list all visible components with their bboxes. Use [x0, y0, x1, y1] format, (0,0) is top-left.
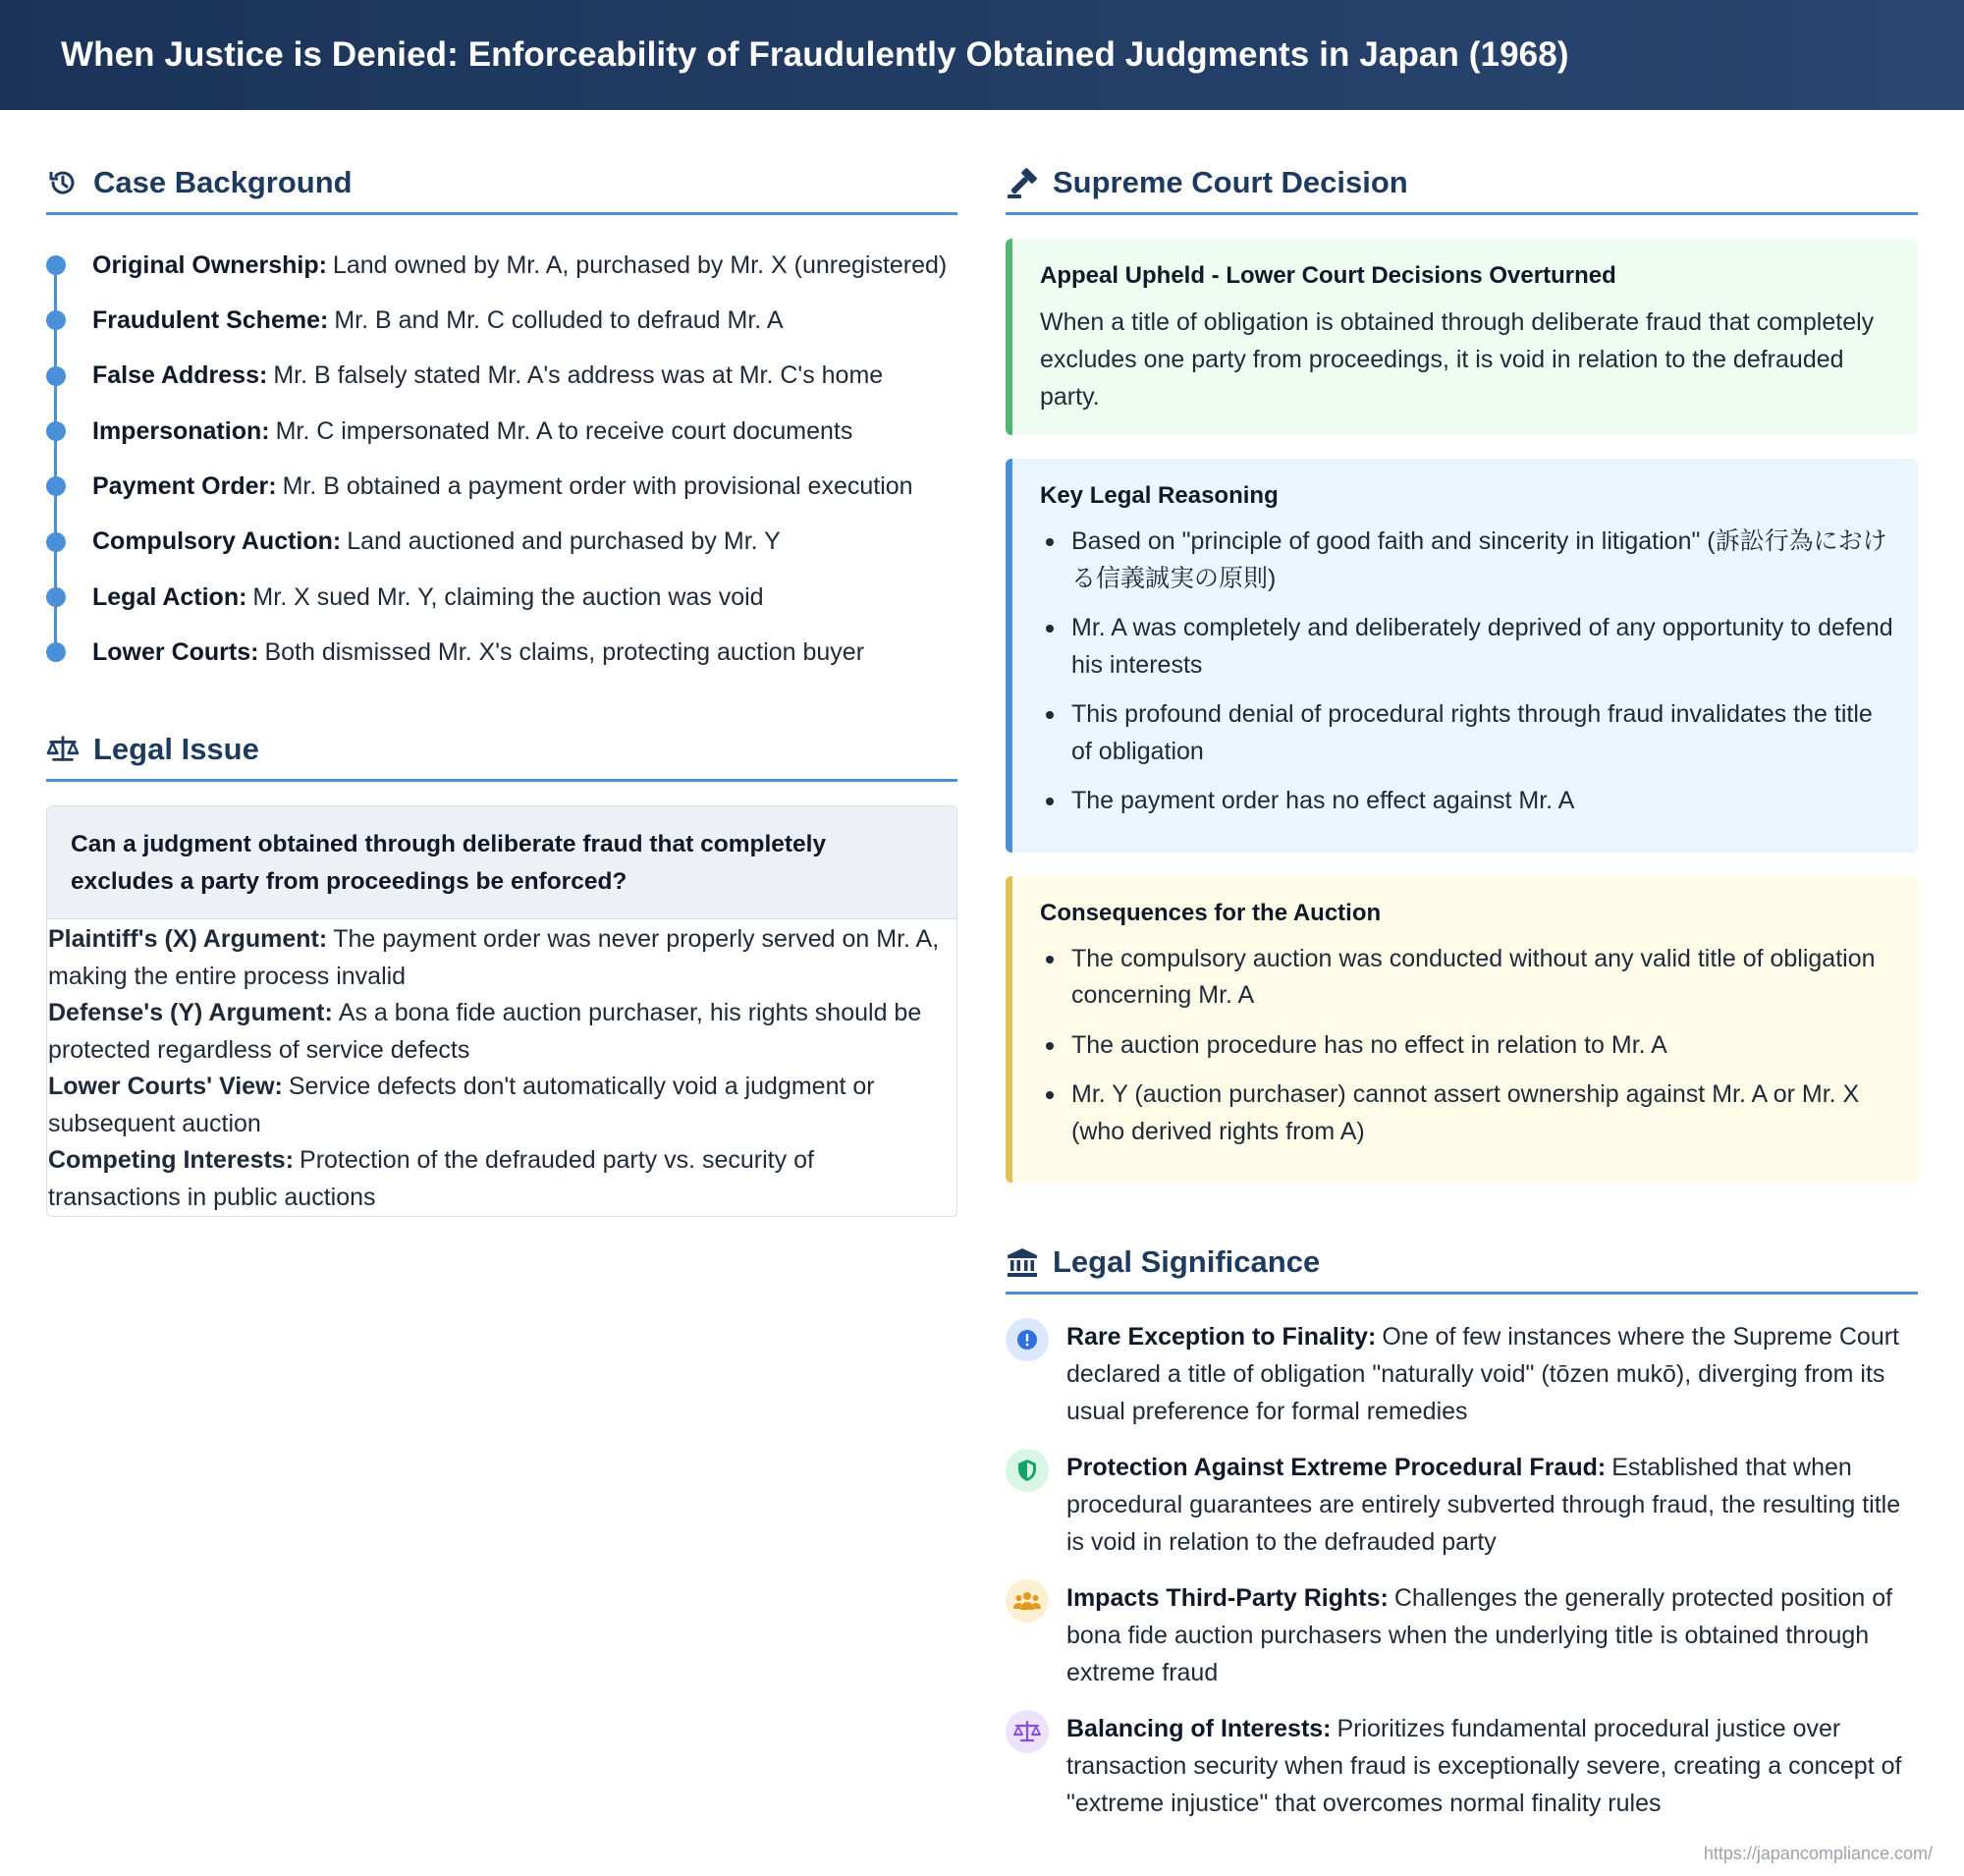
timeline-text: Land owned by Mr. A, purchased by Mr. X (unregistered)	[332, 250, 948, 279]
consequence-item: The compulsory auction was conducted without any valid title of obligation concerning Mr. A	[1040, 941, 1894, 1015]
significance-label: Rare Exception to Finality:	[1066, 1323, 1377, 1351]
timeline-dot	[46, 532, 66, 552]
timeline-label: Lower Courts:	[92, 637, 259, 666]
landmark-icon	[1006, 1245, 1039, 1279]
significance-label: Impacts Third-Party Rights:	[1066, 1584, 1389, 1612]
background-timeline	[46, 238, 957, 680]
argument-label: Lower Courts' View:	[48, 1073, 283, 1101]
argument-item	[48, 1142, 949, 1216]
significance-heading: Legal Significance	[1053, 1243, 1321, 1279]
users-icon	[1006, 1579, 1049, 1623]
reasoning-list	[1040, 524, 1894, 820]
gavel-icon	[1006, 166, 1039, 199]
reasoning-card	[1006, 459, 1918, 853]
reasoning-item: Based on "principle of good faith and sincerity in litigation" (訴訟行為における信義誠実の原則)	[1040, 524, 1894, 597]
argument-text: The payment order was never properly served on Mr. A, making the entire process invalid	[48, 925, 940, 990]
decision-heading: Supreme Court Decision	[1053, 164, 1408, 199]
significance-section	[1006, 1232, 1918, 1822]
timeline-dot	[46, 255, 66, 275]
timeline-item	[92, 570, 957, 625]
timeline-item	[92, 349, 957, 404]
timeline-dot	[46, 366, 66, 386]
reasoning-item: Mr. A was completely and deliberately deprived of any opportunity to defend his interests	[1040, 610, 1894, 684]
consequences-list	[1040, 941, 1894, 1151]
timeline-label: Compulsory Auction:	[92, 527, 342, 556]
significance-list	[1006, 1318, 1918, 1822]
timeline-text: Mr. B obtained a payment order with provisional execution	[282, 472, 913, 501]
significance-header	[1006, 1232, 1918, 1295]
arguments-list	[47, 919, 956, 1216]
significance-label: Protection Against Extreme Procedural Fraud:	[1066, 1454, 1607, 1481]
significance-text: Established that when procedural guarantees are entirely subverted through fraud, the resulting title is void in relation to the defrauded party	[1066, 1454, 1901, 1556]
timeline-dot	[46, 476, 66, 496]
significance-item	[1006, 1710, 1918, 1822]
significance-item	[1006, 1318, 1918, 1430]
timeline-text: Mr. X sued Mr. Y, claiming the auction was void	[252, 582, 764, 611]
scales-icon	[46, 733, 80, 766]
history-icon	[46, 166, 80, 199]
argument-item	[48, 921, 949, 995]
timeline-text: Mr. B falsely stated Mr. A's address was at Mr. C's home	[273, 361, 884, 390]
significance-text: Challenges the generally protected position of bona fide auction purchasers when the underlying title is obtained through extreme fraud	[1066, 1584, 1893, 1686]
right-column	[1006, 152, 1918, 1841]
timeline-item	[92, 293, 957, 348]
reasoning-title: Key Legal Reasoning	[1040, 482, 1279, 509]
legal-question: Can a judgment obtained through deliberate fraud that completely excludes a party from proceedings be enforced?	[47, 806, 956, 919]
timeline-label: Fraudulent Scheme:	[92, 306, 329, 335]
timeline-text: Both dismissed Mr. X's claims, protecting auction buyer	[264, 637, 865, 666]
timeline-label: Legal Action:	[92, 582, 247, 611]
timeline-label: False Address:	[92, 361, 268, 390]
consequence-item: Mr. Y (auction purchaser) cannot assert ownership against Mr. A or Mr. X (who derived rights from A)	[1040, 1076, 1894, 1150]
argument-label: Plaintiff's (X) Argument:	[48, 925, 328, 954]
reasoning-item: The payment order has no effect against Mr. A	[1040, 783, 1894, 820]
significance-label: Balancing of Interests:	[1066, 1715, 1332, 1742]
timeline-dot	[46, 642, 66, 662]
timeline-label: Original Ownership:	[92, 250, 327, 279]
argument-label: Defense's (Y) Argument:	[48, 999, 333, 1027]
case-background-heading: Case Background	[93, 164, 353, 199]
argument-text: Protection of the defrauded party vs. security of transactions in public auctions	[48, 1146, 814, 1211]
balance-icon	[1006, 1710, 1049, 1753]
shield-icon	[1006, 1449, 1049, 1492]
case-background-header	[46, 152, 957, 215]
page-title: When Justice is Denied: Enforceability of Fraudulently Obtained Judgments in Japan (1968)	[61, 35, 1569, 74]
timeline-label: Payment Order:	[92, 472, 277, 501]
timeline-item	[92, 625, 957, 680]
timeline-dot	[46, 310, 66, 330]
consequences-card	[1006, 876, 1918, 1184]
timeline-item	[92, 238, 957, 293]
footer-url: https://japancompliance.com/	[1703, 1844, 1933, 1863]
outcome-title: Appeal Upheld - Lower Court Decisions Overturned	[1040, 262, 1616, 289]
consequences-title: Consequences for the Auction	[1040, 899, 1382, 926]
significance-text: Prioritizes fundamental procedural justice over transaction security when fraud is exceptionally severe, creating a concept of "extreme injustice" that overcomes normal finality rules	[1066, 1715, 1902, 1817]
timeline-item	[92, 459, 957, 514]
argument-item	[48, 1069, 949, 1142]
legal-issue-section	[46, 719, 957, 1217]
consequence-item: The auction procedure has no effect in relation to Mr. A	[1040, 1027, 1894, 1065]
significance-text: One of few instances where the Supreme Court declared a title of obligation "naturally void" (tōzen mukō), diverging from its usual preference for formal remedies	[1066, 1323, 1900, 1425]
exclamation-icon	[1006, 1318, 1049, 1361]
legal-issue-header	[46, 719, 957, 782]
left-column	[46, 152, 957, 1217]
timeline-dot	[46, 421, 66, 441]
timeline-item	[92, 404, 957, 459]
argument-item	[48, 995, 949, 1069]
argument-text: As a bona fide auction purchaser, his rights should be protected regardless of service defects	[48, 999, 922, 1064]
significance-item	[1006, 1579, 1918, 1691]
legal-issue-box	[46, 805, 957, 1217]
timeline-dot	[46, 587, 66, 607]
argument-text: Service defects don't automatically void a judgment or subsequent auction	[48, 1073, 875, 1137]
significance-item	[1006, 1449, 1918, 1561]
timeline-text: Mr. C impersonated Mr. A to receive court documents	[275, 416, 853, 445]
timeline-label: Impersonation:	[92, 416, 270, 445]
page-header	[0, 0, 1964, 110]
argument-label: Competing Interests:	[48, 1146, 295, 1175]
timeline-text: Land auctioned and purchased by Mr. Y	[347, 527, 781, 556]
decision-outcome-card	[1006, 239, 1918, 435]
timeline-item	[92, 514, 957, 569]
legal-issue-heading: Legal Issue	[93, 731, 259, 766]
timeline-text: Mr. B and Mr. C colluded to defraud Mr. A	[334, 306, 784, 335]
reasoning-item: This profound denial of procedural rights through fraud invalidates the title of obligation	[1040, 696, 1894, 770]
decision-header	[1006, 152, 1918, 215]
outcome-text: When a title of obligation is obtained through deliberate fraud that completely excludes one party from proceedings, it is void in relation to the defrauded party.	[1040, 308, 1875, 411]
